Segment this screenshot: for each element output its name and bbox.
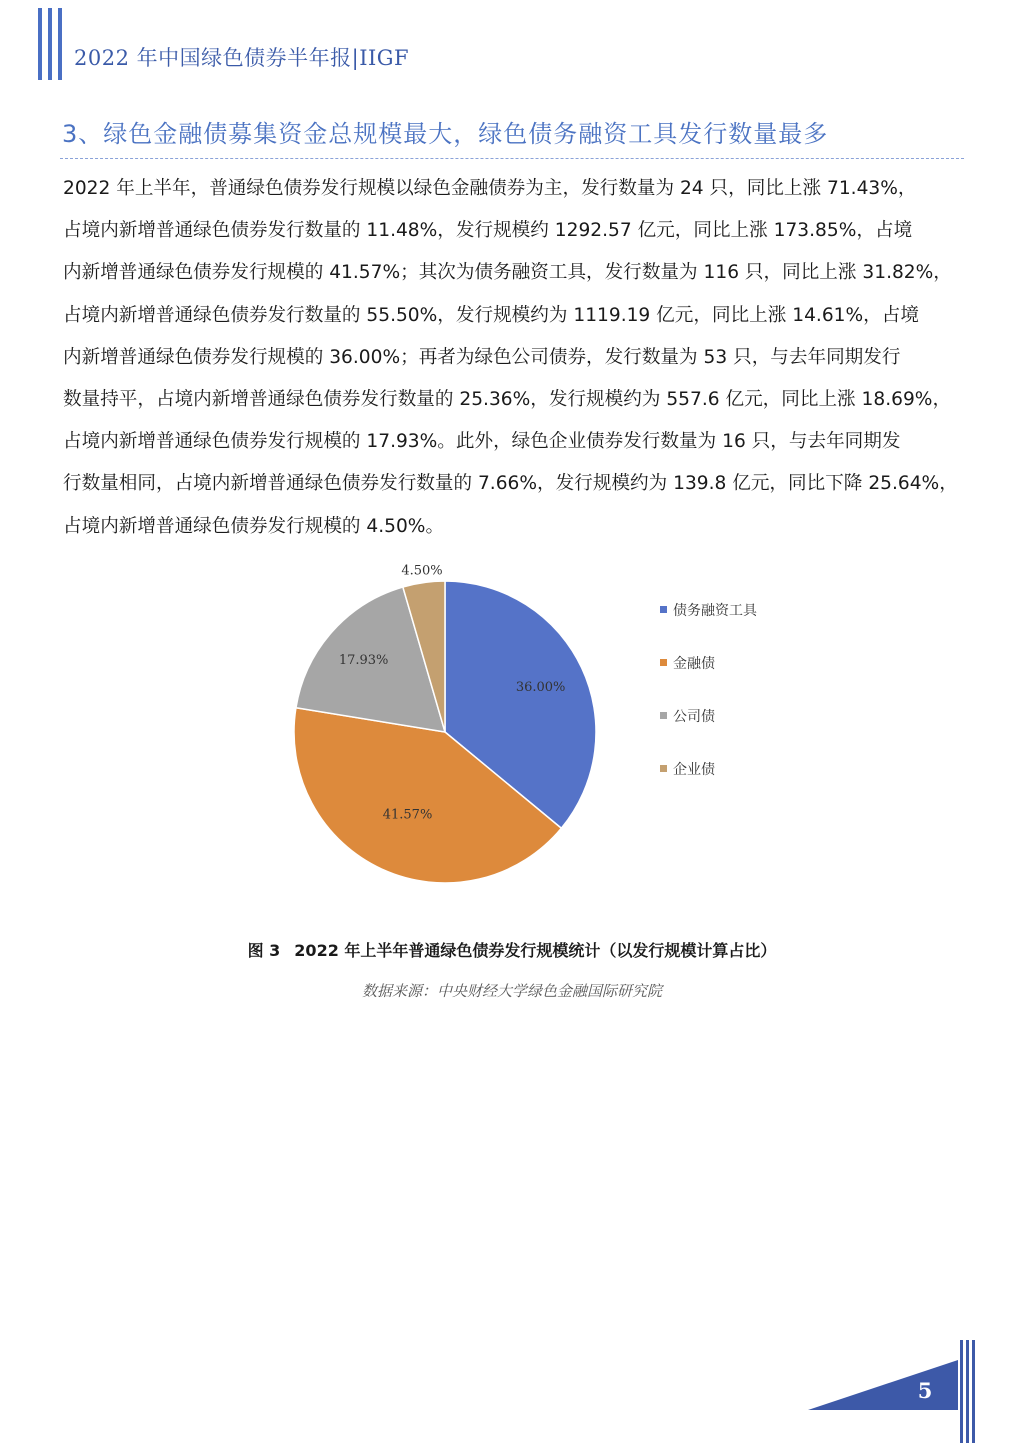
chart-legend	[660, 600, 757, 812]
legend-label: 企业债	[673, 762, 715, 778]
body-line: 占境内新增普通绿色债券发行规模的 17.93%。此外，绿色企业债券发行数量为 16 只，与去年同期发	[63, 431, 901, 453]
corner-bar-2	[966, 1340, 969, 1443]
legend-swatch	[660, 606, 667, 613]
corner-bar-1	[960, 1340, 963, 1443]
body-paragraph	[63, 168, 975, 548]
legend-swatch	[660, 765, 667, 772]
corner-bar-3	[972, 1340, 975, 1443]
body-line: 2022 年上半年，普通绿色债券发行规模以绿色金融债券为主，发行数量为 24 只，同比上涨 71.43%，	[63, 178, 917, 199]
pie-data-label: 36.00%	[515, 679, 566, 695]
legend-item-financial-bonds	[660, 653, 757, 706]
header-bar-3	[58, 8, 62, 80]
section-heading: 3、绿色金融债募集资金总规模最大，绿色债务融资工具发行数量最多	[62, 120, 829, 148]
body-line: 内新增普通绿色债券发行规模的 41.57%；其次为债务融资工具，发行数量为 116 只，同比上涨 31.82%，	[63, 262, 952, 284]
figure-caption-text: 2022 年上半年普通绿色债券发行规模统计（以发行规模计算占比）	[294, 941, 777, 960]
legend-item-enterprise-bonds	[660, 759, 757, 812]
pie-data-label: 41.57%	[382, 807, 433, 823]
legend-item-debt-instruments	[660, 600, 757, 653]
pie-data-label: 4.50%	[401, 563, 443, 579]
legend-label: 公司债	[673, 709, 715, 725]
body-line: 占境内新增普通绿色债券发行规模的 4.50%。	[63, 515, 445, 537]
body-line: 占境内新增普通绿色债券发行数量的 11.48%，发行规模约 1292.57 亿元，同比上涨 173.85%，占境	[63, 220, 913, 242]
header-bar-1	[38, 8, 42, 80]
legend-label: 债务融资工具	[673, 603, 757, 619]
body-line: 行数量相同，占境内新增普通绿色债券发行数量的 7.66%，发行规模约为 139.8 亿元，同比下降 25.64%，	[63, 473, 958, 495]
pie-data-label: 17.93%	[338, 652, 389, 668]
body-line: 内新增普通绿色债券发行规模的 36.00%；再者为绿色公司债券，发行数量为 53 只，与去年同期发行	[63, 346, 901, 368]
figure-number: 图 3	[247, 941, 281, 960]
header-bar-2	[48, 8, 52, 80]
body-line: 占境内新增普通绿色债券发行数量的 55.50%，发行规模约为 1119.19 亿元，同比上涨 14.61%，占境	[63, 304, 919, 326]
pie-chart	[280, 560, 610, 900]
legend-swatch	[660, 712, 667, 719]
legend-swatch	[660, 659, 667, 666]
body-line: 数量持平，占境内新增普通绿色债券发行数量的 25.36%，发行规模约为 557.6 亿元，同比上涨 18.69%，	[63, 389, 952, 411]
section-divider	[60, 158, 964, 159]
page-number: 5	[917, 1378, 933, 1403]
legend-label: 金融债	[673, 656, 715, 672]
data-source: 数据来源：中央财经大学绿色金融国际研究院	[361, 982, 662, 1000]
running-title: 2022 年中国绿色债券半年报|IIGF	[74, 46, 410, 70]
figure-caption	[0, 938, 1024, 961]
legend-item-corporate-bonds	[660, 706, 757, 759]
